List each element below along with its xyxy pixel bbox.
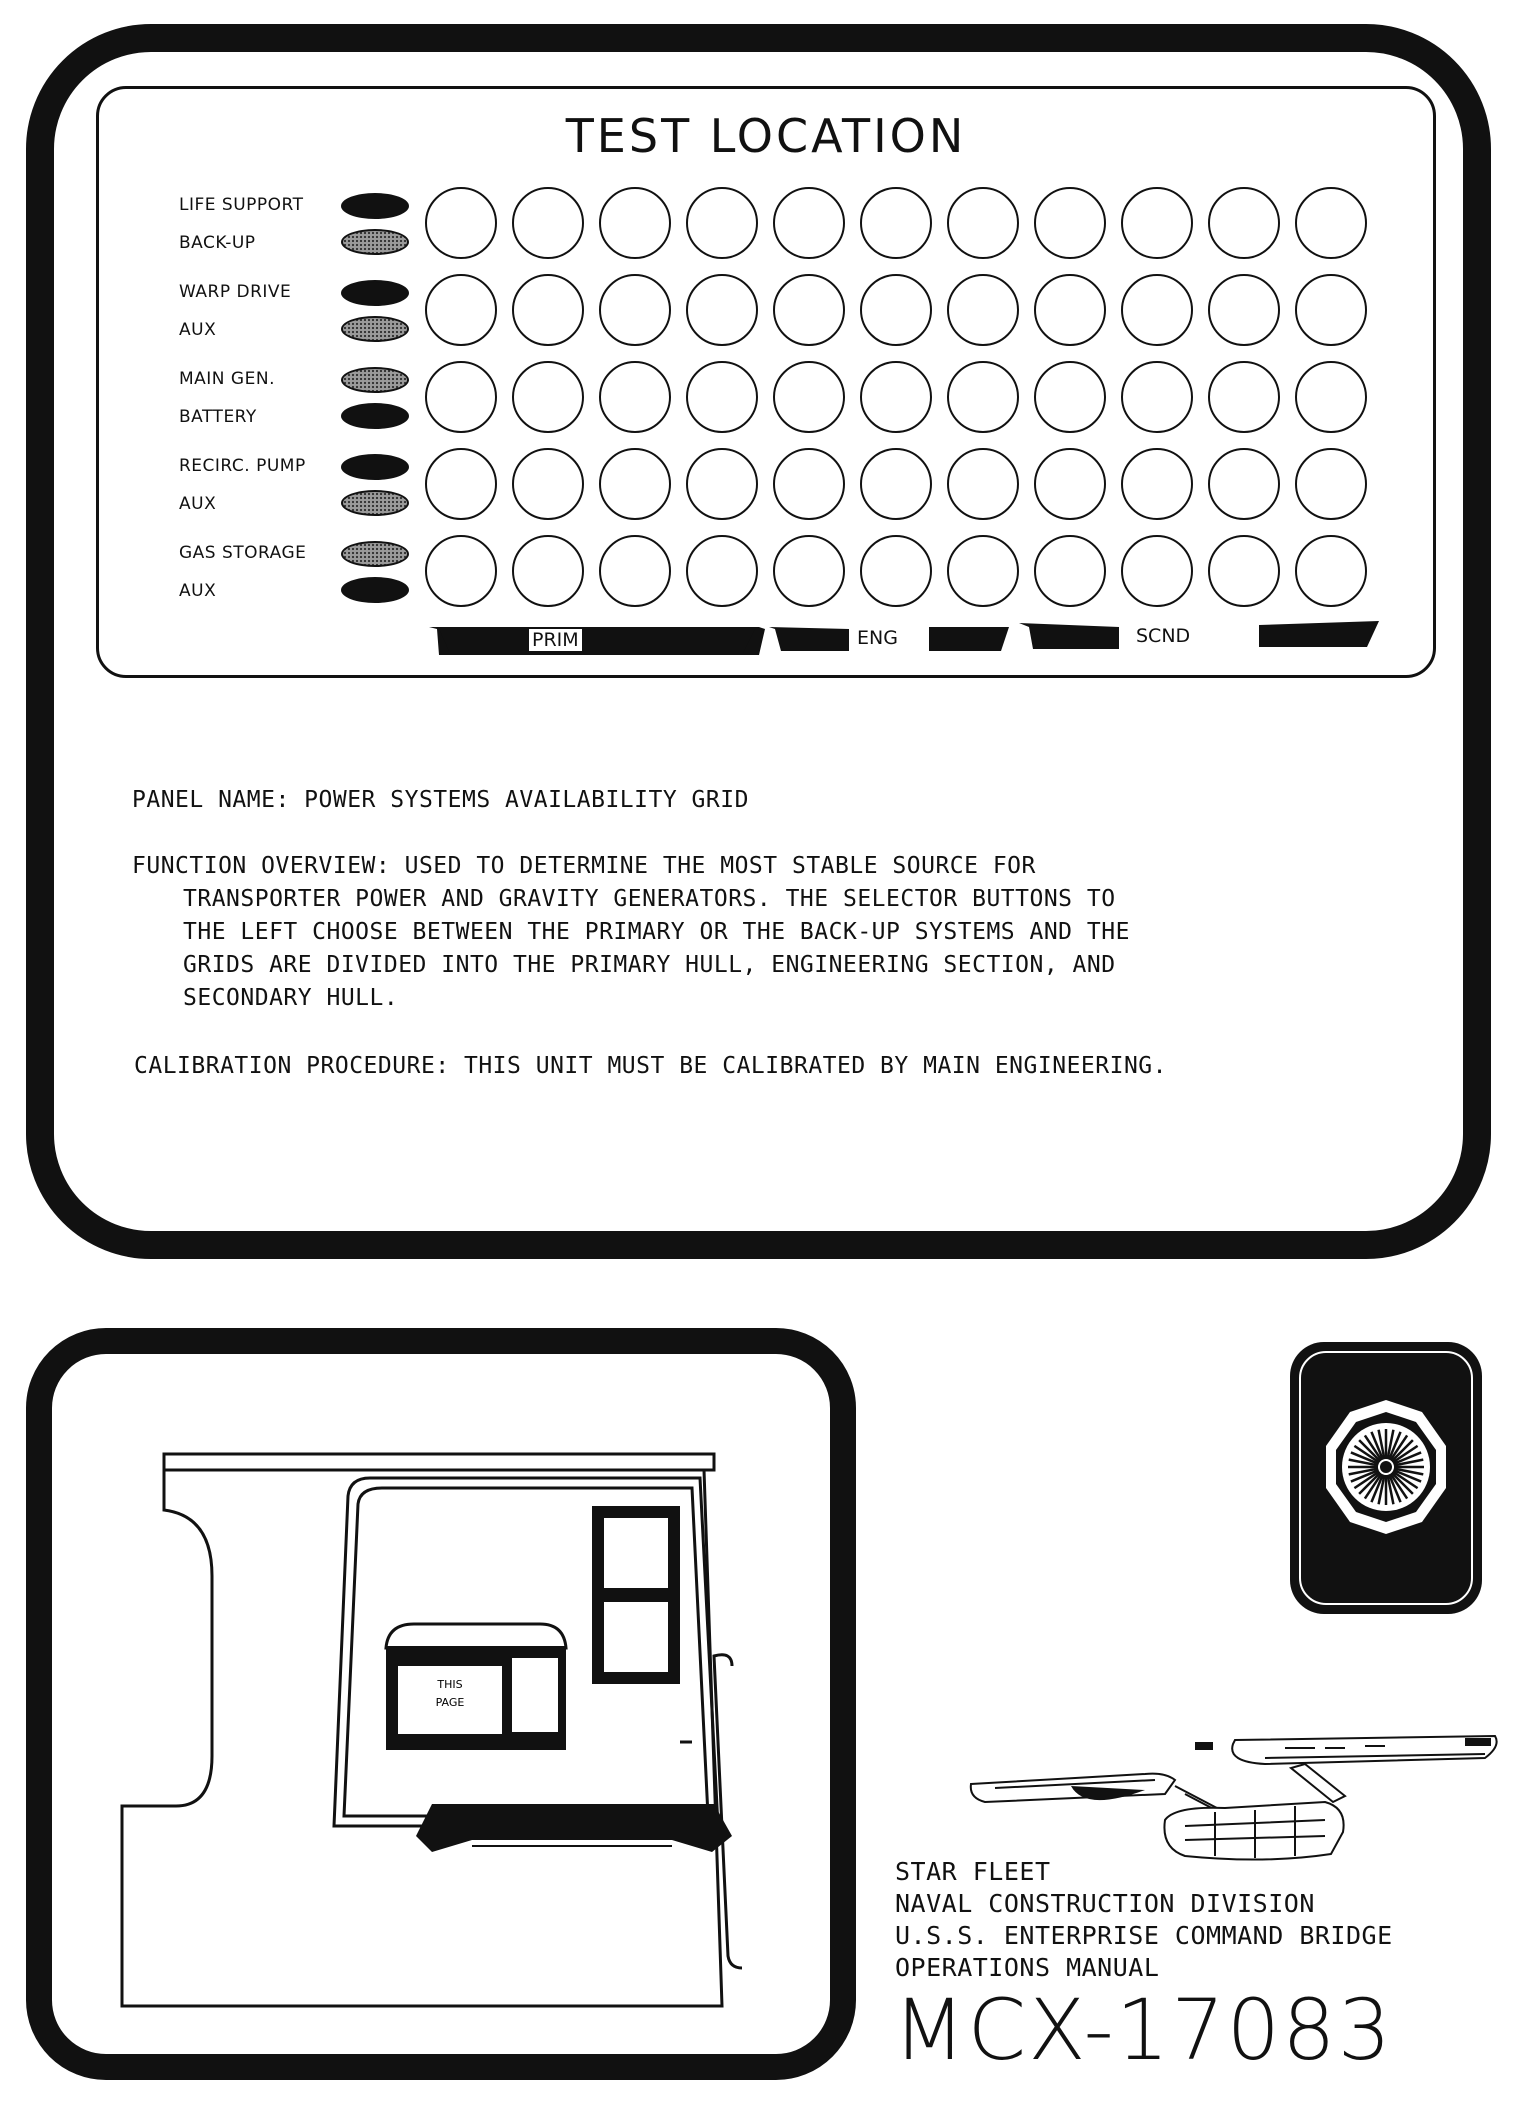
grid-cell[interactable] [860,274,932,346]
grid-cell[interactable] [425,361,497,433]
grid-cell[interactable] [860,535,932,607]
grid-cell[interactable] [599,274,671,346]
grid-cell[interactable] [1208,448,1280,520]
grid-cell[interactable] [1208,274,1280,346]
starfleet-badge-icon [1286,1338,1486,1618]
calibration-text: CALIBRATION PROCEDURE: THIS UNIT MUST BE CALIBRATED BY MAIN ENGINEERING. [134,1053,1167,1079]
grid-cell[interactable] [512,187,584,259]
grid-cell[interactable] [1034,187,1106,259]
function-overview-line: FUNCTION OVERVIEW: USED TO DETERMINE THE MOST STABLE SOURCE FOR [132,853,1036,879]
row-backup-label: BATTERY [179,407,257,427]
console-locator-diagram [52,1356,832,2056]
panel-title: TEST LOCATION [565,109,967,163]
grid-cell[interactable] [773,361,845,433]
grid-cell[interactable] [425,187,497,259]
grid-cell[interactable] [425,535,497,607]
row-backup-label: BACK-UP [179,233,256,253]
backup-selector-button[interactable] [341,316,409,342]
grid-cell[interactable] [512,448,584,520]
grid-cell[interactable] [512,361,584,433]
grid-cell[interactable] [947,187,1019,259]
grid-cell[interactable] [599,535,671,607]
grid-cell[interactable] [860,361,932,433]
primary-selector-button[interactable] [341,193,409,219]
grid-cell[interactable] [1121,535,1193,607]
grid-cell[interactable] [1295,535,1367,607]
grid-cell[interactable] [773,187,845,259]
grid-cell[interactable] [599,448,671,520]
function-overview-line: TRANSPORTER POWER AND GRAVITY GENERATORS. THE SELECTOR BUTTONS TO [183,886,1116,912]
footer-manual-line: OPERATIONS MANUAL [895,1953,1160,1982]
console-bar [416,1804,732,1852]
document-code: MCX-17083 [893,1981,1394,2079]
grid-cell[interactable] [947,274,1019,346]
primary-selector-button[interactable] [341,367,409,393]
grid-cell[interactable] [1208,535,1280,607]
grid-cell[interactable] [1208,187,1280,259]
footer-org-line: STAR FLEET [895,1857,1051,1886]
backup-selector-button[interactable] [341,490,409,516]
grid-cell[interactable] [1295,187,1367,259]
row-backup-label: AUX [179,494,217,514]
section-label-scnd: SCND [1133,625,1193,647]
grid-cell[interactable] [1121,361,1193,433]
grid-cell[interactable] [686,187,758,259]
row-primary-label: WARP DRIVE [179,282,292,302]
test-location-panel [96,86,1436,678]
grid-cell[interactable] [599,187,671,259]
grid-cell[interactable] [773,274,845,346]
grid-cell[interactable] [1208,361,1280,433]
function-overview-line: THE LEFT CHOOSE BETWEEN THE PRIMARY OR THE BACK-UP SYSTEMS AND THE [183,919,1130,945]
primary-selector-button[interactable] [341,454,409,480]
section-bar-segment [439,629,539,651]
grid-cell[interactable] [773,535,845,607]
grid-cell[interactable] [686,448,758,520]
grid-cell[interactable] [1034,361,1106,433]
section-label-prim: PRIM [529,629,582,651]
grid-cell[interactable] [773,448,845,520]
backup-selector-button[interactable] [341,229,409,255]
grid-cell[interactable] [512,274,584,346]
row-primary-label: MAIN GEN. [179,369,275,389]
row-backup-label: AUX [179,320,217,340]
grid-cell[interactable] [1295,448,1367,520]
backup-selector-button[interactable] [341,577,409,603]
grid-cell[interactable] [686,361,758,433]
section-bar-segment [1259,621,1379,647]
function-overview-line: GRIDS ARE DIVIDED INTO THE PRIMARY HULL, ENGINEERING SECTION, AND [183,952,1116,978]
panel-name-text: PANEL NAME: POWER SYSTEMS AVAILABILITY GRID [132,787,749,813]
grid-cell[interactable] [1121,274,1193,346]
section-bar-segment [929,627,1009,651]
primary-selector-button[interactable] [341,280,409,306]
row-primary-label: RECIRC. PUMP [179,456,306,476]
section-bar-segment [659,629,755,653]
grid-cell[interactable] [1121,187,1193,259]
this-page-label-line2: PAGE [435,1696,465,1709]
grid-cell[interactable] [1121,448,1193,520]
grid-cell[interactable] [947,448,1019,520]
section-bar-segment [769,627,849,651]
grid-cell[interactable] [686,274,758,346]
grid-cell[interactable] [1295,361,1367,433]
grid-cell[interactable] [599,361,671,433]
grid-cell[interactable] [947,361,1019,433]
row-primary-label: LIFE SUPPORT [179,195,304,215]
footer-division-line: NAVAL CONSTRUCTION DIVISION [895,1889,1315,1918]
grid-cell[interactable] [1034,274,1106,346]
grid-cell[interactable] [860,448,932,520]
grid-cell[interactable] [425,274,497,346]
grid-cell[interactable] [1034,448,1106,520]
backup-selector-button[interactable] [341,403,409,429]
grid-cell[interactable] [686,535,758,607]
grid-cell[interactable] [947,535,1019,607]
row-primary-label: GAS STORAGE [179,543,307,563]
this-page-label-line1: THIS [437,1678,463,1691]
primary-selector-button[interactable] [341,541,409,567]
grid-cell[interactable] [1034,535,1106,607]
row-backup-label: AUX [179,581,217,601]
grid-cell[interactable] [512,535,584,607]
grid-cell[interactable] [425,448,497,520]
section-label-eng: ENG [854,627,901,649]
grid-cell[interactable] [860,187,932,259]
footer-ship-line: U.S.S. ENTERPRISE COMMAND BRIDGE [895,1921,1393,1950]
section-bar-segment [1019,623,1119,649]
function-overview-line: SECONDARY HULL. [183,985,399,1011]
grid-cell[interactable] [1295,274,1367,346]
